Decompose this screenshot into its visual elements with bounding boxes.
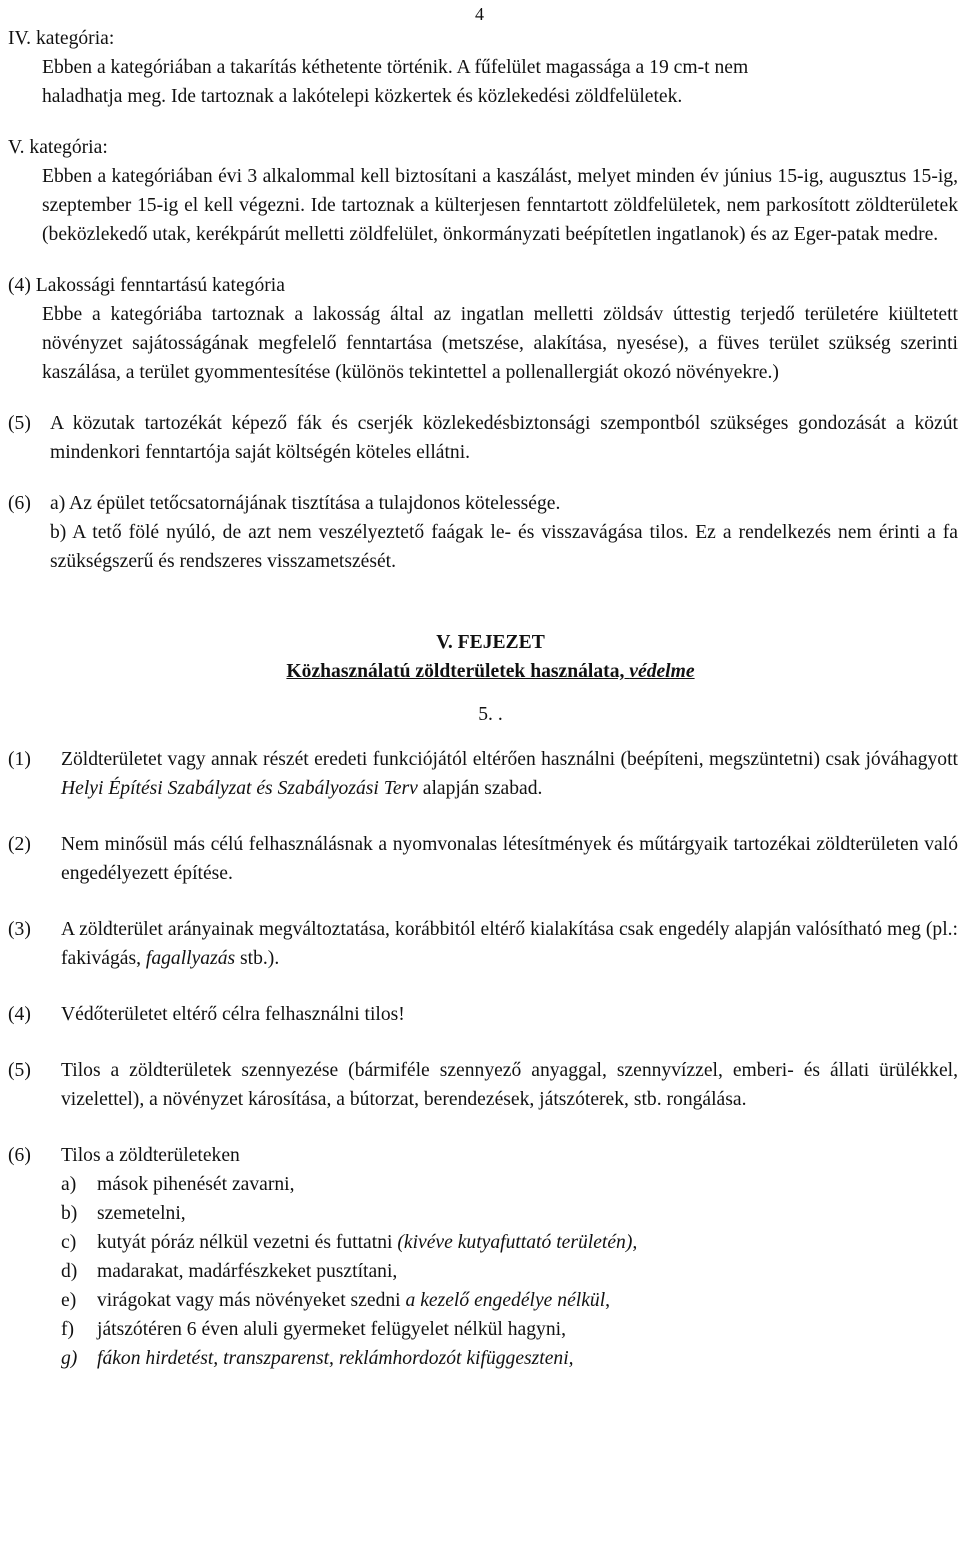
category-5: [8, 133, 958, 249]
list-item-text-post: ,: [605, 1290, 611, 1311]
article-5: [8, 1056, 958, 1114]
article-4: [8, 1000, 958, 1029]
article-6: [8, 1141, 958, 1373]
article-1-text-italic: Helyi Építési Szabályzat és Szabályozási Terv: [61, 778, 418, 799]
list-item-d: [61, 1257, 958, 1286]
list-item-letter: f): [61, 1319, 75, 1340]
list-item-text: [97, 1228, 637, 1257]
list-item-letter: d): [61, 1261, 78, 1282]
category-4-line-2: haladhatja meg. Ide tartoznak a lakótelepi közkertek és közlekedési zöldfelületek.: [42, 86, 683, 107]
category-5-body: Ebben a kategóriában évi 3 alkalommal kell biztosítani a kaszálást, melyet minden év június 15-ig, augusztus 15-ig, szeptember 15-ig el kell végezni. Ide tartoznak a külterjesen fenntartott zöldfelületek, nem parkosított zöldterületek (beközlekedő utak, kerékpárút melletti zöldfelület, önkormányzati beépítetlen ingatlanok) és az Eger-patak medre.: [42, 166, 958, 245]
list-item-text: fákon hirdetést, transzparenst, reklámhordozót kifüggeszteni,: [97, 1348, 574, 1369]
list-item-text-italic: (kivéve kutyafuttató területén),: [397, 1232, 638, 1253]
paragraph-4-heading: (4) Lakossági fenntartású kategória: [8, 275, 285, 296]
list-item-text-italic: a kezelő engedélye nélkül: [405, 1290, 606, 1311]
list-item-text: madarakat, madárfészkeket pusztítani,: [97, 1261, 398, 1282]
list-item-text: szemetelni,: [97, 1203, 186, 1224]
document-body: [8, 24, 958, 1373]
article-5-text: Tilos a zöldterületek szennyezése (bármiféle szennyező anyaggal, szennyvízzel, emberi- és állati ürülékkel, vizelettel), a növényzet károsítása, a bútorzat, berendezések, játszóterek, stb. rongálása.: [61, 1060, 958, 1110]
paragraph-5-number: (5): [8, 413, 31, 434]
chapter-subtitle-regular: Közhasználatú zöldterületek használata,: [286, 661, 630, 682]
article-3-text-italic: fagallyazás: [145, 948, 236, 969]
article-2: [8, 830, 958, 888]
article-6-list: [61, 1170, 958, 1373]
category-4-heading: IV. kategória:: [8, 28, 115, 49]
list-item-g: [61, 1344, 958, 1373]
list-item-f: [61, 1315, 958, 1344]
list-item-letter: b): [61, 1203, 78, 1224]
article-4-number: (4): [8, 1004, 31, 1025]
article-3-text-pre: A zöldterület arányainak megváltoztatása, korábbitól eltérő kialakítása csak engedély alapján valósítható meg (pl.: fakivágás,: [61, 919, 958, 969]
category-5-heading: V. kategória:: [8, 137, 108, 158]
paragraph-6-a: a) Az épület tetőcsatornájának tisztítása a tulajdonos kötelessége.: [50, 493, 561, 514]
article-3-number: (3): [8, 919, 31, 940]
chapter-subtitle: [23, 657, 958, 686]
article-6-number: (6): [8, 1145, 31, 1166]
list-item-letter: g): [61, 1348, 78, 1369]
list-item-a: [61, 1170, 958, 1199]
section-number: 5. .: [478, 704, 503, 725]
article-5-number: (5): [8, 1060, 31, 1081]
list-item-c: [61, 1228, 958, 1257]
article-3-text-post: stb.).: [235, 948, 280, 969]
list-item-text: játszótéren 6 éven aluli gyermeket felügyelet nélkül hagyni,: [97, 1319, 566, 1340]
list-item-letter: e): [61, 1290, 77, 1311]
paragraph-6-number: (6): [8, 493, 31, 514]
chapter-heading: [23, 628, 958, 686]
paragraph-4-body: Ebbe a kategóriába tartoznak a lakosság által az ingatlan melletti zöldsáv úttestig terjedő területére kiültetett növényzet sajátosságának megfelelő fenntartása (metszése, alakítása, nyesése), a füves terület szükség szerinti kaszálása, a terület gyommentesítése (különös tekintettel a pollenallergiát okozó növényekre.): [42, 304, 958, 383]
list-item-letter: c): [61, 1232, 77, 1253]
paragraph-6-b: b) A tető fölé nyúló, de azt nem veszélyeztető faágak le- és visszavágása tilos. Ez a rendelkezés nem érinti a fa szükségszerű és rendszeres visszametszését.: [50, 522, 958, 572]
article-6-intro: Tilos a zöldterületeken: [61, 1145, 240, 1166]
paragraph-5: [8, 409, 958, 467]
paragraph-5-text: A közutak tartozékát képező fák és cserjék közlekedésbiztonsági szempontból szükséges gondozását a közút mindenkori fenntartója saját költségén köteles ellátni.: [50, 413, 958, 463]
chapter-subtitle-italic: védelme: [629, 661, 695, 682]
list-item-letter: a): [61, 1174, 77, 1195]
article-2-text: Nem minősül más célú felhasználásnak a nyomvonalas létesítmények és műtárgyaik tartozékai zöldterületen való engedélyezett építése.: [61, 834, 958, 884]
paragraph-4: [8, 271, 958, 387]
article-1: [8, 745, 958, 803]
category-4: [8, 24, 958, 111]
list-item-text: mások pihenését zavarni,: [97, 1174, 295, 1195]
list-item-text: [97, 1286, 610, 1315]
paragraph-6: [8, 489, 958, 576]
article-4-text: Védőterületet eltérő célra felhasználni tilos!: [61, 1004, 405, 1025]
article-1-text-pre: Zöldterületet vagy annak részét eredeti funkciójától eltérően használni (beépíteni, megszüntetni) csak jóváhagyott: [61, 749, 958, 770]
list-item-e: [61, 1286, 958, 1315]
chapter-title: V. FEJEZET: [436, 632, 545, 653]
article-3-text: [61, 915, 958, 973]
article-1-number: (1): [8, 749, 31, 770]
article-2-number: (2): [8, 834, 31, 855]
list-item-text-regular: virágokat vagy más növényeket szedni: [97, 1290, 406, 1311]
list-item-b: [61, 1199, 958, 1228]
article-1-text: [61, 745, 958, 803]
page-number: 4: [475, 4, 484, 24]
category-4-line-1: Ebben a kategóriában a takarítás kéthetente történik. A fűfelület magassága a 19 cm-t nem: [42, 57, 749, 78]
article-1-text-post: alapján szabad.: [417, 778, 543, 799]
list-item-text-regular: kutyát póráz nélkül vezetni és futtatni: [97, 1232, 398, 1253]
article-3: [8, 915, 958, 973]
